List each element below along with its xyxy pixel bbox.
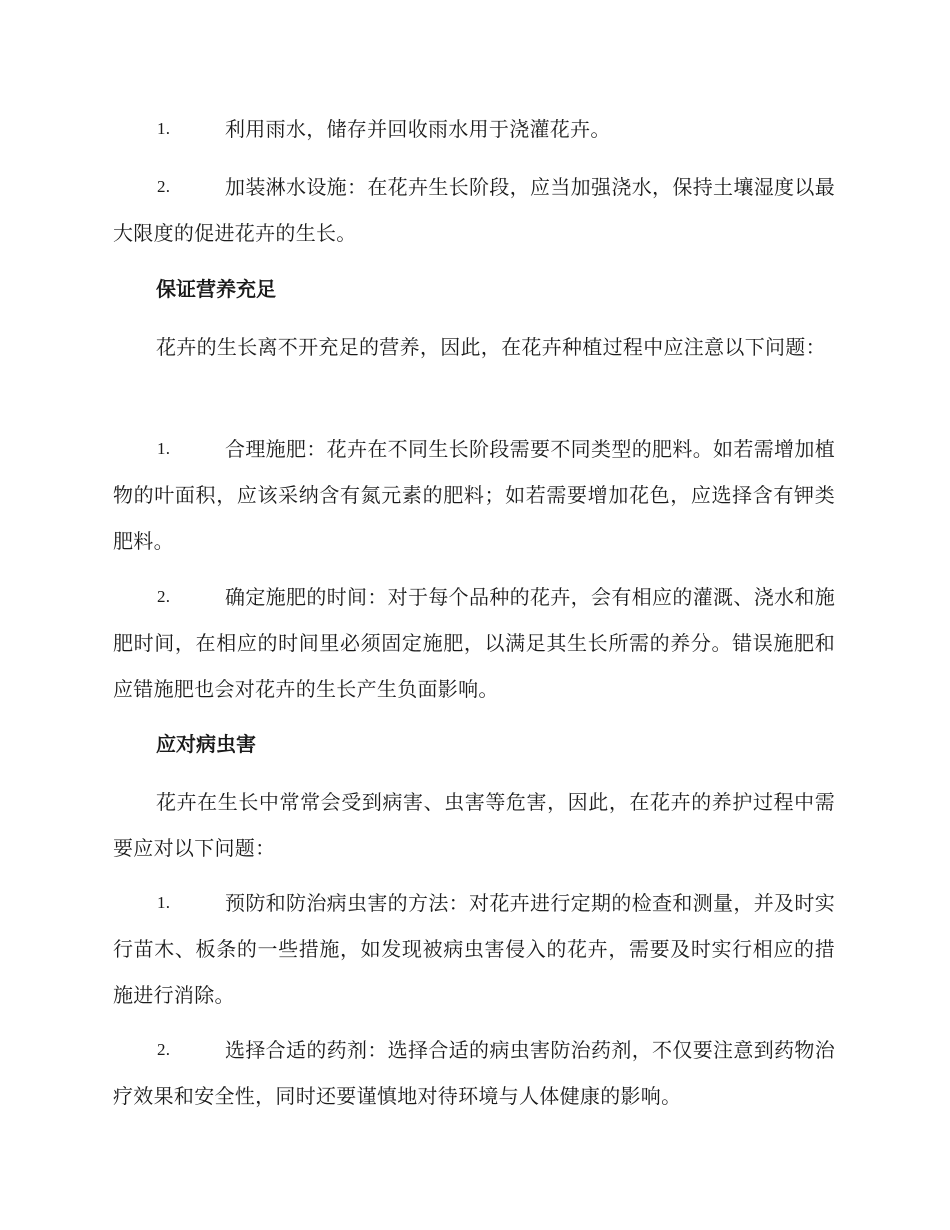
list-text: 确定施肥的时间：对于每个品种的花卉，会有相应的灌溉、浇水和施肥时间，在相应的时间里必须固定施肥，以满足其生长所需的养分。错误施肥和应错施肥也会对花卉的生长产生负面影响。	[113, 585, 835, 701]
list-item-pesticide	[113, 1027, 835, 1119]
list-number: 2.	[157, 1040, 171, 1059]
list-number: 1.	[157, 119, 171, 138]
list-item-prevention	[113, 880, 835, 1018]
list-number: 2.	[157, 587, 171, 606]
paragraph-pests: 花卉在生长中常常会受到病害、虫害等危害，因此，在花卉的养护过程中需要应对以下问题：	[113, 790, 835, 860]
list-item-fertilize	[113, 426, 835, 564]
list-number: 2.	[157, 177, 171, 196]
list-text: 加装淋水设施：在花卉生长阶段，应当加强浇水，保持土壤湿度以最大限度的促进花卉的生长。	[113, 175, 835, 245]
list-text: 利用雨水，储存并回收雨水用于浇灌花卉。	[225, 117, 611, 141]
list-item-sprinkler	[113, 164, 835, 256]
list-number: 1.	[157, 439, 171, 458]
section-heading-pests: 应对病虫害	[156, 732, 256, 756]
paragraph-nutrition: 花卉的生长离不开充足的营养，因此，在花卉种植过程中应注意以下问题：	[156, 335, 826, 359]
list-item-rainwater	[113, 106, 835, 152]
list-number: 1.	[157, 893, 171, 912]
list-text: 选择合适的药剂：选择合适的病虫害防治药剂，不仅要注意到药物治疗效果和安全性，同时还要谨慎地对待环境与人体健康的影响。	[113, 1038, 835, 1108]
list-text: 预防和防治病虫害的方法：对花卉进行定期的检查和测量，并及时实行苗木、板条的一些措施，如发现被病虫害侵入的花卉，需要及时实行相应的措施进行消除。	[113, 891, 835, 1007]
section-heading-nutrition: 保证营养充足	[156, 277, 276, 301]
list-text: 合理施肥：花卉在不同生长阶段需要不同类型的肥料。如若需增加植物的叶面积，应该采纳含有氮元素的肥料；如若需要增加花色，应选择含有钾类肥料。	[113, 437, 835, 553]
list-item-timing	[113, 574, 835, 712]
